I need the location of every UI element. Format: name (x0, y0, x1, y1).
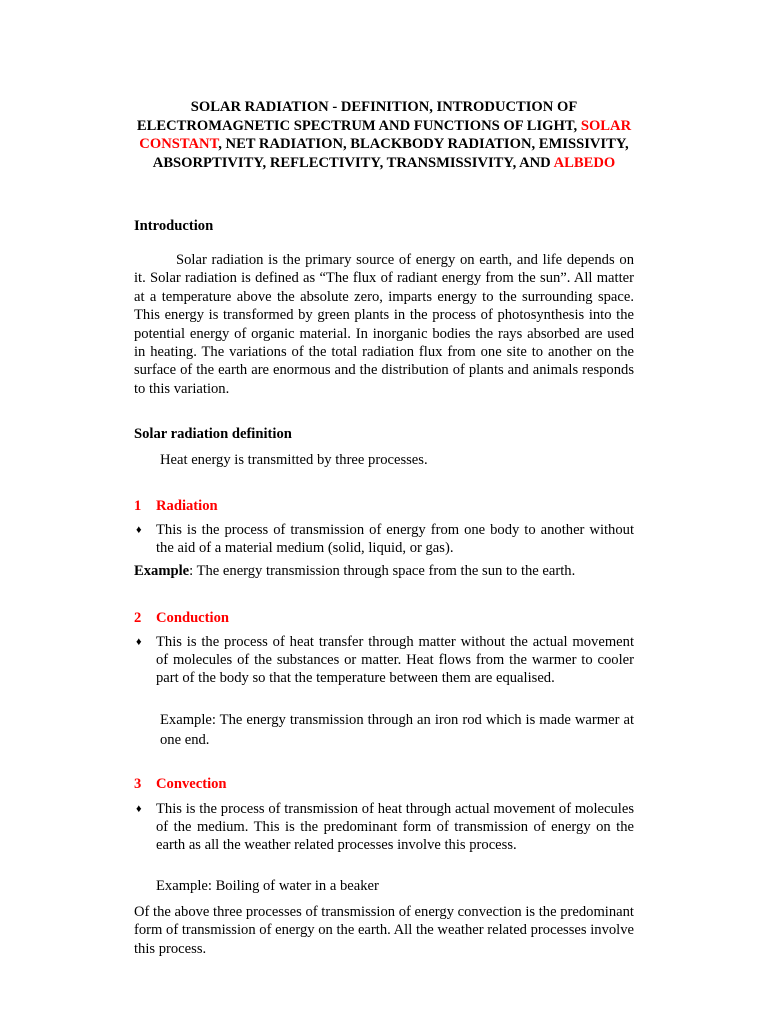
document-title (134, 98, 634, 172)
definition-paragraph: Heat energy is transmitted by three processes. (160, 452, 428, 468)
section-conduction-heading (134, 610, 229, 627)
section-number: 2 (134, 610, 142, 626)
example-label: Example (134, 563, 190, 579)
conduction-description: This is the process of heat transfer through matter without the actual movement of molecules of the substances or matter. Heat flows from the warmer to cooler part of the body so that the temperature between them are equalised. (156, 634, 634, 687)
radiation-example (134, 563, 575, 580)
section-convection-heading (134, 776, 227, 793)
definition-heading: Solar radiation definition (134, 426, 292, 442)
section-number: 3 (134, 776, 142, 792)
diamond-bullet-icon: ♦ (136, 803, 142, 815)
convection-description: This is the process of transmission of heat through actual movement of molecules of the medium. This is the predominant form of transmission of energy on the earth as all the weather related processes involve this process. (156, 801, 634, 854)
section-title: Radiation (156, 498, 218, 514)
title-part-1: SOLAR RADIATION - DEFINITION, INTRODUCTION OF ELECTROMAGNETIC SPECTRUM AND FUNCTIONS OF LIGHT, (136, 99, 578, 134)
section-number: 1 (134, 498, 142, 514)
introduction-heading: Introduction (134, 218, 214, 234)
section-title: Conduction (156, 610, 229, 626)
diamond-bullet-icon: ♦ (136, 524, 142, 536)
conduction-example: Example: The energy transmission through an iron rod which is made warmer at one end. (160, 712, 634, 748)
example-text: : The energy transmission through space from the sun to the earth. (189, 563, 576, 579)
section-radiation-heading (134, 498, 218, 515)
convection-example: Example: Boiling of water in a beaker (156, 878, 379, 894)
section-title: Convection (156, 776, 227, 792)
diamond-bullet-icon: ♦ (136, 636, 142, 648)
title-part-2: , NET RADIATION, BLACKBODY RADIATION, EMISSIVITY, ABSORPTIVITY, REFLECTIVITY, TRANSMISSIVITY, AND (152, 136, 629, 171)
conclusion-paragraph: Of the above three processes of transmission of energy convection is the predominant form of transmission of energy on the earth. All the weather related processes involve this process. (134, 904, 634, 957)
title-albedo: ALBEDO (553, 154, 616, 171)
title-solar-constant: SOLAR CONSTANT (139, 117, 632, 152)
introduction-paragraph: Solar radiation is the primary source of energy on earth, and life depends on it. Solar radiation is defined as “The flux of radiant energy from the sun”. All matter at a temperature above the absolute zero, imparts energy to the surrounding space. This energy is transformed by green plants in the process of photosynthesis into the potential energy of organic material. In inorganic bodies the rays absorbed are used in heating. The variations of the total radiation flux from one site to another on the surface of the earth are enormous and the distribution of plants and animals responds to this variation. (134, 252, 634, 397)
radiation-description: This is the process of transmission of energy from one body to another without the aid of a material medium (solid, liquid, or gas). (156, 522, 634, 557)
